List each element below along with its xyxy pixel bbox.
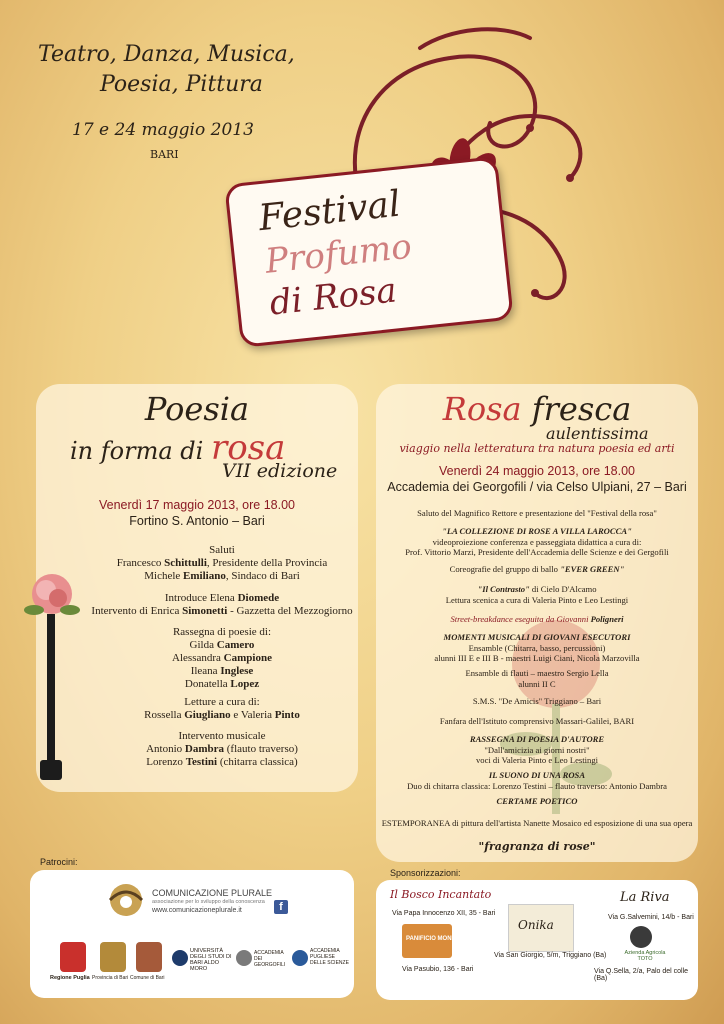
program-item: "Il Contrasto" di Cielo D'Alcamo Lettura scenica a cura di Valeria Pinto e Leo Lestingi	[445, 584, 629, 605]
program-item: ESTEMPORANEA di pittura dell'artista Nanette Mosaico ed esposizione di una sua opera	[381, 818, 693, 828]
sponsor-onika-name: Onika	[518, 918, 554, 932]
rosa-fresca-event-panel	[376, 384, 698, 862]
facebook-icon[interactable]: f	[274, 900, 288, 914]
intervento-line: Intervento di Enrica Simonetti - Gazzetta del Mezzogiorno	[91, 605, 353, 617]
comune-crest-icon	[136, 942, 162, 972]
toto-crest-icon	[630, 926, 652, 948]
georgofili-seal-icon	[236, 950, 252, 966]
saluti-line-2: Michele Emiliano, Sindaco di Bari	[144, 570, 300, 582]
musica-line-2: Lorenzo Testini (chitarra classica)	[146, 756, 298, 768]
sponsor-onika-address: Via San Giorgio, 5/m, Triggiano (Ba)	[494, 952, 607, 959]
poesia-date: Venerdì 17 maggio 2013, ore 18.00	[99, 498, 295, 512]
program-item: S.M.S. "De Amicis" Triggiano – Bari	[472, 696, 602, 706]
saluti-line-1: Francesco Schittulli, Presidente della Provincia	[116, 557, 328, 569]
program-item: "LA COLLEZIONE DI ROSE A VILLA LAROCCA" videoproiezione conferenza e passeggiata didattica a cura di: Prof. Vittorio Marzi, Presidente dell'Accademia delle Scienze e dei Gergofili	[405, 526, 669, 557]
poet-item: Donatella Lopez	[184, 678, 260, 690]
sponsor-bosco-address: Via Papa Innocenzo XII, 35 - Bari	[392, 910, 496, 917]
title-fresca: fresca	[531, 390, 632, 428]
fragranza-label: "fragranza di rose"	[478, 840, 596, 853]
patrocini-label: Patrocini:	[40, 857, 78, 867]
intro-line: Introduce Elena Diomede	[164, 592, 280, 604]
patrocini-box	[30, 870, 354, 998]
accademia-pugliese-label: ACCADEMIA PUGLIESE DELLE SCIENZE	[310, 948, 349, 966]
subjects-line-2: Poesia, Pittura	[100, 72, 263, 97]
rosa-tagline: viaggio nella letteratura tra natura poesia ed arti	[399, 442, 675, 455]
rassegna-heading: Rassegna di poesie di:	[172, 626, 272, 638]
comune-label: Comune di Bari	[130, 975, 165, 981]
saluti-heading: Saluti	[209, 544, 235, 556]
poesia-title: Poesia	[144, 390, 250, 428]
rosa-fresca-title	[376, 390, 698, 428]
sponsor-lariva-address: Via G.Salvemini, 14/b - Bari	[608, 914, 694, 921]
festival-city: BARI	[150, 148, 179, 161]
program-item: Fanfara dell'Istituto comprensivo Massari-Galilei, BARI	[439, 716, 635, 726]
festival-logo	[224, 156, 514, 348]
rosa-place: Accademia dei Georgofili / via Celso Ulpiani, 27 – Bari	[387, 480, 687, 494]
rosa-date: Venerdì 24 maggio 2013, ore 18.00	[439, 464, 635, 478]
cp-name: COMUNICAZIONE PLURALE	[152, 888, 273, 898]
program-item: MOMENTI MUSICALI DI GIOVANI ESECUTORI Ensamble (Chitarra, basso, percussioni) alunni III E e III B - maestri Luigi Ciani, Nicola Marzovilla	[434, 632, 640, 663]
poet-item: Ileana Inglese	[190, 665, 254, 677]
sponsor-panificio-address: Via Pasubio, 136 - Bari	[402, 966, 474, 973]
sponsor-box	[376, 880, 698, 1000]
cp-subtitle: associazione per lo sviluppo della conoscenza	[152, 899, 265, 905]
program-item: RASSEGNA DI POESIA D'AUTORE "Dall'amicizia ai giorni nostri" voci di Valeria Pinto e Leo Lestingi	[469, 734, 605, 765]
sponsor-label: Sponsorizzazioni:	[390, 868, 461, 878]
program-item: Street-breakdance eseguita da Giovanni Poligneri	[450, 614, 624, 624]
sponsor-toto-address: Via Q.Sella, 2/a, Palo del colle (Ba)	[594, 968, 689, 982]
letture-section	[86, 696, 358, 722]
poesia-event-panel	[36, 384, 358, 792]
musica-section	[86, 730, 358, 769]
musica-line-1: Antonio Dambra (flauto traverso)	[146, 743, 298, 755]
intro-section	[86, 592, 358, 618]
sponsor-bosco-name: Il Bosco Incantato	[390, 888, 492, 901]
accademia-pugliese-seal-icon	[292, 950, 308, 966]
edition-label: VII edizione	[222, 460, 338, 482]
aulentissima-label: aulentissima	[546, 424, 649, 443]
sponsor-lariva-name: La Riva	[620, 890, 670, 905]
subtitle-text: in forma di	[70, 437, 204, 465]
logo-line-3: di Rosa	[267, 270, 399, 324]
title-rosa: Rosa	[442, 390, 522, 428]
regione-label: Regione Puglia	[50, 975, 90, 981]
university-seal-icon	[172, 950, 188, 966]
rassegna-section	[86, 626, 358, 691]
musica-heading: Intervento musicale	[178, 730, 266, 742]
poet-item: Alessandra Campione	[172, 652, 272, 664]
provincia-label: Provincia di Bari	[92, 975, 129, 981]
poet-item: Gilda Camero	[189, 639, 255, 651]
program-item: Saluto del Magnifico Rettore e presentazione del "Festival della rosa"	[417, 508, 657, 518]
sponsor-panificio-name: PANIFICIO MONNO	[406, 936, 461, 942]
logo-line-2: Profumo	[263, 226, 414, 282]
header-subjects	[38, 40, 338, 100]
program-item: Coreografie del gruppo di ballo "EVER GREEN"	[449, 564, 625, 574]
georgofili-label: ACCADEMIA DEI GEORGOFILI	[254, 950, 286, 968]
provincia-crest-icon	[100, 942, 126, 972]
program-item: IL SUONO DI UNA ROSA Duo di chitarra classica: Lorenzo Testini – flauto traverso: Antonio Dambra	[407, 770, 667, 791]
subtitle-rosa: rosa	[210, 428, 286, 468]
poesia-place: Fortino S. Antonio – Bari	[129, 514, 265, 528]
letture-line: Rossella Giugliano e Valeria Pinto	[144, 709, 300, 721]
cp-url: www.comunicazioneplurale.it	[152, 907, 242, 914]
festival-dates: 17 e 24 maggio 2013	[72, 120, 254, 140]
regione-puglia-crest-icon	[60, 942, 86, 972]
subjects-line-1: Teatro, Danza, Musica,	[38, 42, 295, 67]
sponsor-toto-name: Azienda Agricola TOTO	[624, 950, 666, 962]
comunicazione-plurale-logo-icon	[104, 880, 148, 920]
saluti-section	[86, 544, 358, 583]
program-item: CERTAME POETICO	[496, 796, 578, 806]
university-label: UNIVERSITÀ DEGLI STUDI DI BARI ALDO MORO	[190, 948, 232, 972]
rose-lamppost-illustration	[22, 570, 82, 788]
logo-line-1: Festival	[256, 183, 403, 240]
program-item: Ensamble di flauti – maestro Sergio Lella alunni II C	[465, 668, 609, 689]
letture-heading: Letture a cura di:	[184, 696, 260, 708]
